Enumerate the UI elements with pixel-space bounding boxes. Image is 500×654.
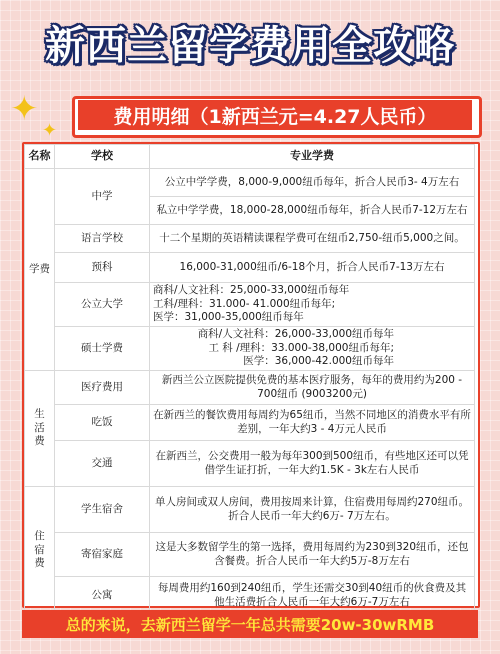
school-cell: 硕士学费 bbox=[55, 327, 150, 371]
fee-table bbox=[24, 144, 475, 615]
fee-cell: 新西兰公立医院提供免费的基本医疗服务，每年的费用约为200 - 700纽币 (9003200元) bbox=[150, 371, 475, 405]
fee-line: 商科/人文社科：25,000-33,000纽币每年 bbox=[153, 284, 350, 297]
table-row bbox=[25, 169, 475, 197]
fee-cell: 这是大多数留学生的第一选择，费用每周约为230到320纽币，还包含餐费。折合人民币一年大约5万-8万左右 bbox=[150, 533, 475, 577]
school-cell: 医疗费用 bbox=[55, 371, 150, 405]
fee-cell: 公立中学学费，8,000-9,000纽币每年，折合人民币3- 4万左右 bbox=[150, 169, 475, 197]
school-cell: 寄宿家庭 bbox=[55, 533, 150, 577]
fee-cell bbox=[150, 327, 475, 371]
school-cell: 学生宿舍 bbox=[55, 487, 150, 533]
table-row bbox=[25, 577, 475, 615]
group-housing-label: 住宿费 bbox=[34, 530, 45, 570]
fee-cell: 每周费用约160到240纽币，学生还需交30到40纽币的伙食费及其他生活费折合人民币一年大约6万-7万左右 bbox=[150, 577, 475, 615]
fee-cell: 单人房间或双人房间，费用按周来计算，住宿费用每周约270纽币。折合人民币一年大约6万- 7万左右。 bbox=[150, 487, 475, 533]
summary-footer: 总的来说，去新西兰留学一年总共需要20w-30wRMB bbox=[22, 610, 478, 638]
fee-detail-banner: 费用明细（1新西兰元=4.27人民币） bbox=[78, 100, 472, 130]
fee-line: 医学：31,000-35,000纽币每年 bbox=[153, 311, 304, 324]
header-fee: 专业学费 bbox=[150, 145, 475, 169]
fee-line: 工 科 /理科：33.000-38,000纽币每年; bbox=[208, 341, 394, 354]
table-row bbox=[25, 487, 475, 533]
school-cell: 中学 bbox=[55, 169, 150, 225]
fee-cell: 私立中学学费，18,000-28,000纽币每年，折合人民币7-12万左右 bbox=[150, 197, 475, 225]
school-cell: 公立大学 bbox=[55, 283, 150, 327]
sparkle-icon-small: ✦ bbox=[42, 120, 58, 141]
fee-cell: 在新西兰，公交费用一般为每年300到500纽币，有些地区还可以凭借学生证打折，一年大约1.5K - 3k左右人民币 bbox=[150, 441, 475, 487]
school-cell: 吃饭 bbox=[55, 405, 150, 441]
fee-cell bbox=[150, 283, 475, 327]
group-living-label: 生活费 bbox=[34, 408, 45, 448]
fee-cell: 在新西兰的餐饮费用每周约为65纽币，当然不同地区的消费水平有所差别，一年大约3 - 4万元人民币 bbox=[150, 405, 475, 441]
table-row bbox=[25, 405, 475, 441]
group-living bbox=[25, 371, 55, 487]
school-cell: 交通 bbox=[55, 441, 150, 487]
table-row bbox=[25, 371, 475, 405]
fee-cell: 十二个星期的英语精读课程学费可在纽币2,750-纽币5,000之间。 bbox=[150, 225, 475, 253]
header-school: 学校 bbox=[55, 145, 150, 169]
table-row bbox=[25, 283, 475, 327]
group-tuition: 学费 bbox=[25, 169, 55, 371]
school-cell: 公寓 bbox=[55, 577, 150, 615]
group-housing bbox=[25, 487, 55, 615]
table-header-row bbox=[25, 145, 475, 169]
table-row bbox=[25, 533, 475, 577]
fee-line: 工科/理科：31.000- 41.000纽币每年; bbox=[153, 297, 336, 310]
header-name: 名称 bbox=[25, 145, 55, 169]
fee-line: 医学：36,000-42.000纽币每年 bbox=[243, 355, 394, 368]
table-row bbox=[25, 441, 475, 487]
fee-cell: 16,000-31,000纽币/6-18个月，折合人民币7-13万左右 bbox=[150, 253, 475, 283]
fee-line: 商科/人文社科：26,000-33,000纽币每年 bbox=[197, 328, 394, 341]
table-row bbox=[25, 327, 475, 371]
table-row bbox=[25, 225, 475, 253]
school-cell: 预科 bbox=[55, 253, 150, 283]
sparkle-icon: ✦ bbox=[10, 89, 39, 129]
page-title: 新西兰留学费用全攻略 bbox=[45, 23, 455, 69]
school-cell: 语言学校 bbox=[55, 225, 150, 253]
table-row bbox=[25, 253, 475, 283]
